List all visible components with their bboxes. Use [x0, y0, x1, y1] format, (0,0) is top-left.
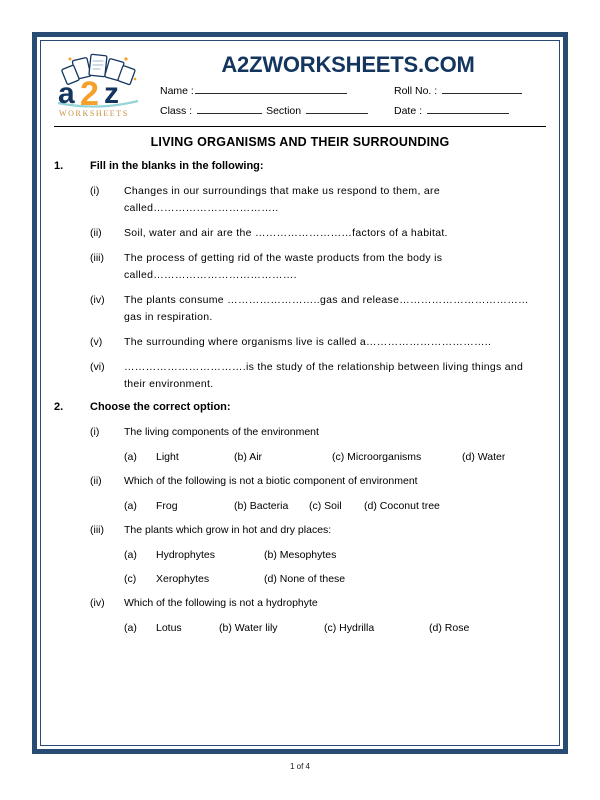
option-b-tag: (b) — [234, 500, 247, 513]
date-field-group — [394, 104, 546, 117]
question-marker: (ii) — [90, 227, 102, 240]
worksheet-sheet — [41, 41, 559, 745]
option-b-label: Mesophytes — [279, 549, 337, 562]
option-b[interactable] — [219, 620, 324, 637]
worksheet-page-frame — [32, 32, 568, 754]
section-2-number: 2. — [54, 401, 64, 414]
option-a-label: Lotus — [156, 622, 182, 635]
option-b-tag: (b) — [234, 451, 247, 464]
site-title: A2ZWORKSHEETS.COM — [221, 52, 475, 77]
option-b-label: Bacteria — [249, 500, 289, 513]
option-row — [54, 498, 546, 515]
question-text[interactable]: …………………………….is the study of the relationship between living things and their environment. — [124, 361, 524, 391]
option-d[interactable] — [429, 620, 469, 637]
section-1-label: Fill in the blanks in the following: — [90, 160, 264, 173]
question-marker: (i) — [90, 426, 100, 439]
question-row — [54, 292, 546, 326]
option-c-tag: (c) — [124, 573, 137, 586]
a2z-worksheets-logo-icon — [54, 53, 142, 119]
question-row — [54, 225, 546, 242]
worksheet-title: LIVING ORGANISMS AND THEIR SURROUNDING — [150, 135, 450, 150]
option-c-tag: (c) — [332, 451, 345, 464]
name-input[interactable] — [195, 84, 347, 94]
option-d[interactable] — [462, 449, 505, 466]
form-row-name-roll — [160, 84, 546, 97]
roll-no-input[interactable] — [442, 84, 522, 94]
svg-text:WORKSHEETS: WORKSHEETS — [59, 109, 129, 118]
question-text[interactable]: Soil, water and air are the ………………………factors of a habitat. — [124, 227, 448, 240]
option-c-label: Hydrilla — [339, 622, 375, 635]
question-marker: (iii) — [90, 524, 104, 537]
option-a[interactable] — [124, 449, 234, 466]
worksheet-header — [54, 50, 546, 124]
option-c[interactable] — [124, 571, 264, 588]
question-text[interactable]: The plants consume ……………………..gas and release………………………………gas in respiration. — [124, 294, 529, 324]
question-row — [54, 522, 546, 539]
question-text: The living components of the environment — [124, 426, 319, 439]
question-text[interactable]: The process of getting rid of the waste products from the body is called…………………………………. — [124, 252, 443, 282]
option-b[interactable] — [264, 547, 404, 564]
option-b-label: Water lily — [234, 622, 278, 635]
question-marker: (iv) — [90, 294, 105, 307]
option-a-tag: (a) — [124, 500, 137, 513]
option-b[interactable] — [234, 498, 309, 515]
student-info-form — [150, 84, 546, 117]
question-marker: (vi) — [90, 361, 105, 374]
option-a-label: Light — [156, 451, 179, 464]
name-label: Name : — [160, 85, 194, 98]
option-a-tag: (a) — [124, 549, 137, 562]
option-a-label: Hydrophytes — [156, 549, 215, 562]
roll-field-group — [394, 84, 546, 97]
section-2-label: Choose the correct option: — [90, 401, 231, 414]
class-label: Class : — [160, 105, 193, 118]
option-c-tag: (c) — [324, 622, 337, 635]
question-marker: (iii) — [90, 252, 104, 265]
question-text[interactable]: Changes in our surroundings that make us respond to them, are called…………………………….. — [124, 185, 440, 215]
option-b[interactable] — [234, 449, 332, 466]
roll-no-label: Roll No. : — [394, 85, 438, 98]
question-text: Which of the following is not a hydrophyte — [124, 597, 318, 610]
option-c-label: Xerophytes — [156, 573, 210, 586]
option-a[interactable] — [124, 498, 234, 515]
option-row — [54, 620, 546, 637]
question-row — [54, 424, 546, 441]
option-c-tag: (c) — [309, 500, 322, 513]
class-input[interactable] — [197, 104, 262, 114]
section-fill-in-the-blanks — [54, 160, 546, 393]
option-b-tag: (b) — [264, 549, 277, 562]
section-1-heading — [54, 160, 546, 172]
question-row — [54, 183, 546, 217]
date-label: Date : — [394, 105, 423, 118]
question-row — [54, 250, 546, 284]
question-text: Which of the following is not a biotic component of environment — [124, 475, 418, 488]
question-row — [54, 473, 546, 490]
section-2-heading — [54, 401, 546, 413]
header-right-column — [146, 50, 546, 124]
option-row — [54, 547, 546, 564]
option-c[interactable] — [324, 620, 429, 637]
option-b-tag: (b) — [219, 622, 232, 635]
option-c[interactable] — [332, 449, 462, 466]
option-a[interactable] — [124, 547, 264, 564]
question-marker: (i) — [90, 185, 100, 198]
question-marker: (iv) — [90, 597, 105, 610]
option-row — [54, 449, 546, 466]
question-text: The plants which grow in hot and dry places: — [124, 524, 332, 537]
question-row — [54, 595, 546, 612]
section-label: Section — [266, 105, 302, 118]
option-a[interactable] — [124, 620, 219, 637]
svg-text:z: z — [104, 77, 119, 110]
question-row — [54, 359, 546, 393]
date-input[interactable] — [427, 104, 509, 114]
question-text[interactable]: The surrounding where organisms live is called a…………………………….. — [124, 336, 492, 349]
option-a-label: Frog — [156, 500, 178, 513]
question-row — [54, 334, 546, 351]
question-marker: (ii) — [90, 475, 102, 488]
question-marker: (v) — [90, 336, 103, 349]
option-c-label: Soil — [324, 500, 342, 513]
svg-text:a: a — [58, 77, 75, 110]
option-d-tag: (d) — [462, 451, 475, 464]
option-row — [54, 571, 546, 588]
worksheet-page-frame-inner — [40, 40, 560, 746]
section-1-number: 1. — [54, 160, 64, 173]
page-indicator: 1 of 4 — [289, 762, 310, 771]
brand-logo[interactable] — [54, 50, 146, 119]
option-d-label: Water — [477, 451, 506, 464]
option-d-tag: (d) — [429, 622, 442, 635]
header-divider — [54, 126, 546, 127]
option-d-tag: (d) — [264, 573, 277, 586]
option-b-label: Air — [249, 451, 263, 464]
option-c[interactable] — [309, 498, 364, 515]
option-d[interactable] — [264, 571, 404, 588]
option-d[interactable] — [364, 498, 440, 515]
option-c-label: Microorganisms — [347, 451, 422, 464]
option-d-label: Coconut tree — [379, 500, 440, 513]
svg-text:2: 2 — [80, 75, 99, 113]
option-a-tag: (a) — [124, 451, 137, 464]
section-input[interactable] — [306, 104, 368, 114]
option-d-label: Rose — [444, 622, 470, 635]
option-d-label: None of these — [279, 573, 346, 586]
option-a-tag: (a) — [124, 622, 137, 635]
section-choose-correct-option — [54, 401, 546, 637]
form-row-class-section-date — [160, 104, 546, 117]
option-d-tag: (d) — [364, 500, 377, 513]
